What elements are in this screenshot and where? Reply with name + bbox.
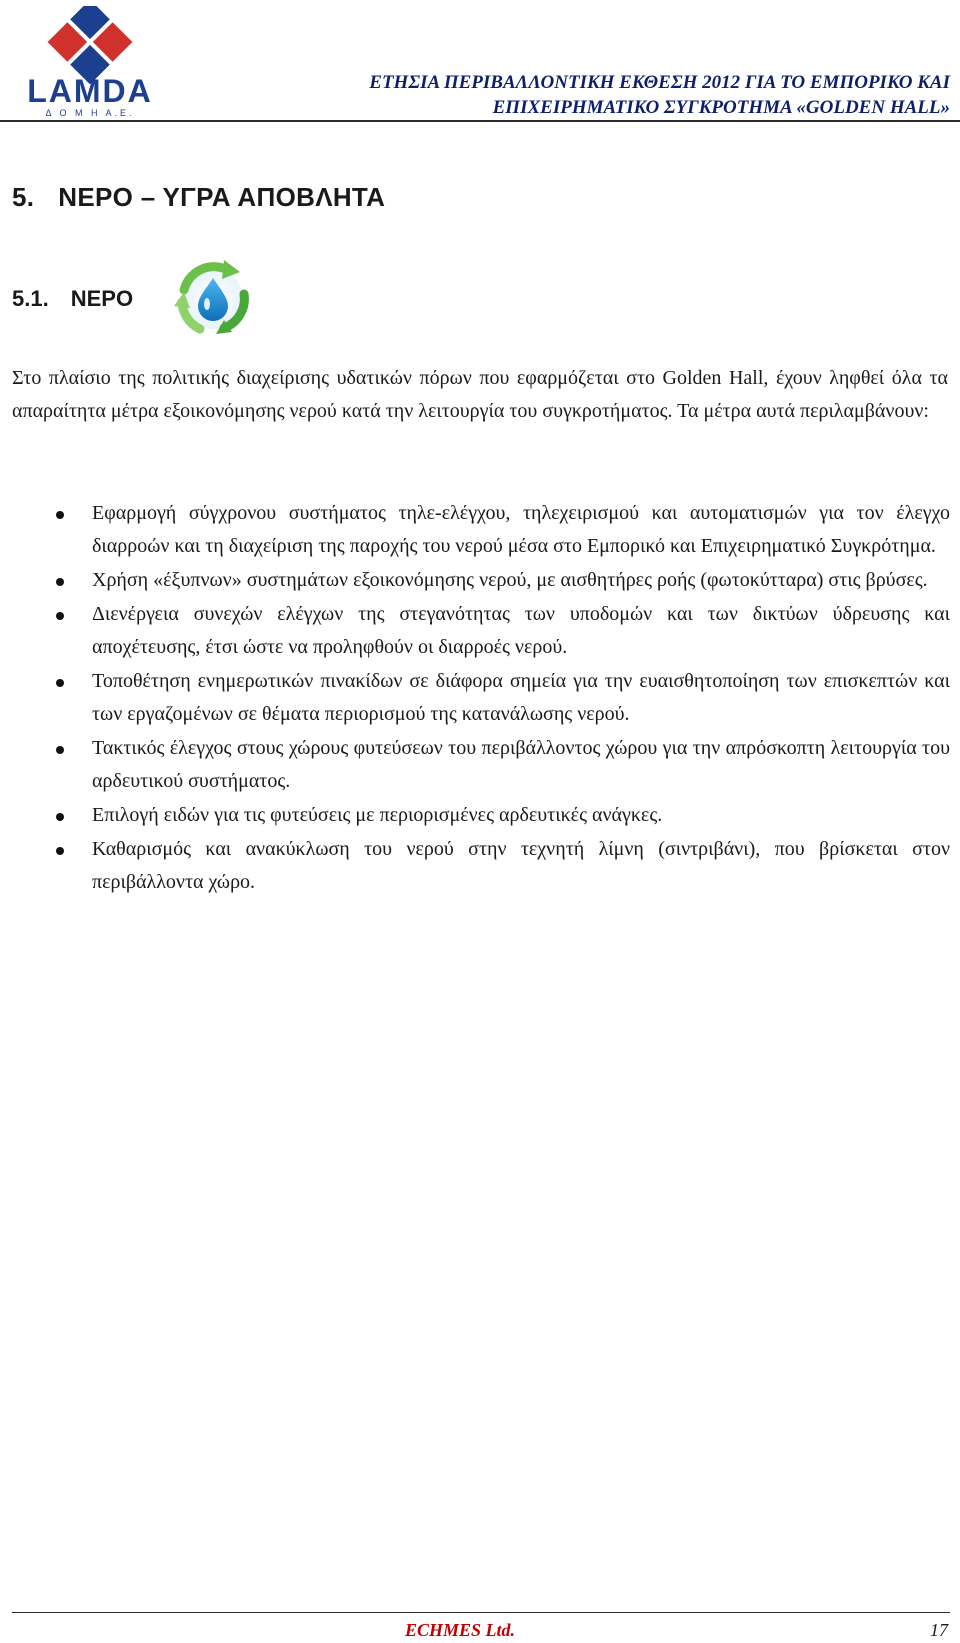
section-title: ΝΕΡΟ – ΥΓΡΑ ΑΠΟΒΛΗΤΑ [58, 182, 386, 212]
logo-subtext: Δ Ο Μ Η Α.Ε. [45, 108, 135, 118]
lamda-logo [24, 6, 164, 118]
list-item [0, 564, 950, 597]
list-item-text: Επιλογή ειδών για τις φυτεύσεις με περιορισμένες αρδευτικές ανάγκες. [92, 804, 663, 826]
measures-list [0, 497, 950, 900]
report-title-line-2: ΕΠΙΧΕΙΡΗΜΑΤΙΚΟ ΣΥΓΚΡΟΤΗΜΑ «GOLDEN HALL» [492, 97, 950, 118]
bullet-icon [56, 679, 64, 687]
list-item [0, 732, 950, 798]
footer-company: ECHMES Ltd. [405, 1620, 516, 1640]
list-item [0, 497, 950, 563]
report-title-line-1: ΕΤΗΣΙΑ ΠΕΡΙΒΑΛΛΟΝΤΙΚΗ ΕΚΘΕΣΗ 2012 ΓΙΑ ΤΟ ΕΜΠΟΡΙΚΟ ΚΑΙ [369, 72, 950, 93]
header-divider [0, 120, 960, 122]
section-number: 5. [12, 182, 35, 212]
list-item [0, 598, 950, 664]
list-item [0, 799, 950, 832]
bullet-icon [56, 813, 64, 821]
bullet-icon [56, 746, 64, 754]
list-item-text: Χρήση «έξυπνων» συστημάτων εξοικονόμησης νερού, με αισθητήρες ροής (φωτοκύτταρα) στις βρύσες. [92, 569, 928, 591]
subsection-heading [12, 286, 133, 312]
water-recycle-icon [166, 252, 260, 346]
list-item [0, 833, 950, 899]
section-heading [12, 182, 385, 213]
list-item-text: Τοποθέτηση ενημερωτικών πινακίδων σε διάφορα σημεία για την ευαισθητοποίηση των επισκεπτών και των εργαζομένων σε θέματα περιορισμού της κατανάλωσης νερού. [92, 670, 950, 725]
list-item-text: Διενέργεια συνεχών ελέγχων της στεγανότητας των υποδομών και των δικτύων ύδρευσης και αποχέτευσης, έτσι ώστε να προληφθούν οι διαρροές νερού. [92, 603, 950, 658]
bullet-icon [56, 847, 64, 855]
intro-paragraph: Στο πλαίσιο της πολιτικής διαχείρισης υδατικών πόρων που εφαρμόζεται στο Golden Hall, έχουν ληφθεί όλα τα απαραίτητα μέτρα εξοικονόμησης νερού κατά την λειτουργία του συγκροτήματος. Τα μέτρα αυτά περιλαμβάνουν: [12, 367, 948, 422]
footer-divider [12, 1612, 950, 1613]
list-item-text: Καθαρισμός και ανακύκλωση του νερού στην τεχνητή λίμνη (σιντριβάνι), που βρίσκεται στον περιβάλλοντα χώρο. [92, 838, 950, 893]
page-number: 17 [930, 1620, 948, 1640]
list-item-text: Εφαρμογή σύγχρονου συστήματος τηλε-ελέγχου, τηλεχειρισμού και αυτοματισμών για τον έλεγχο διαρροών και τη διαχείριση της παροχής του νερού μέσα στο Εμπορικό και Επιχειρηματικό Συγκρότημα. [92, 502, 950, 557]
list-item-text: Τακτικός έλεγχος στους χώρους φυτεύσεων του περιβάλλοντος χώρου για την απρόσκοπτη λειτουργία του αρδευτικού συστήματος. [92, 737, 950, 792]
logo-wordmark: LAMDA [27, 73, 153, 109]
bullet-icon [56, 578, 64, 586]
page-header [0, 0, 960, 122]
bullet-icon [56, 612, 64, 620]
subsection-number: 5.1. [12, 286, 49, 311]
bullet-icon [56, 511, 64, 519]
report-title [369, 70, 950, 120]
subsection-title: ΝΕΡΟ [70, 286, 134, 311]
list-item [0, 665, 950, 731]
